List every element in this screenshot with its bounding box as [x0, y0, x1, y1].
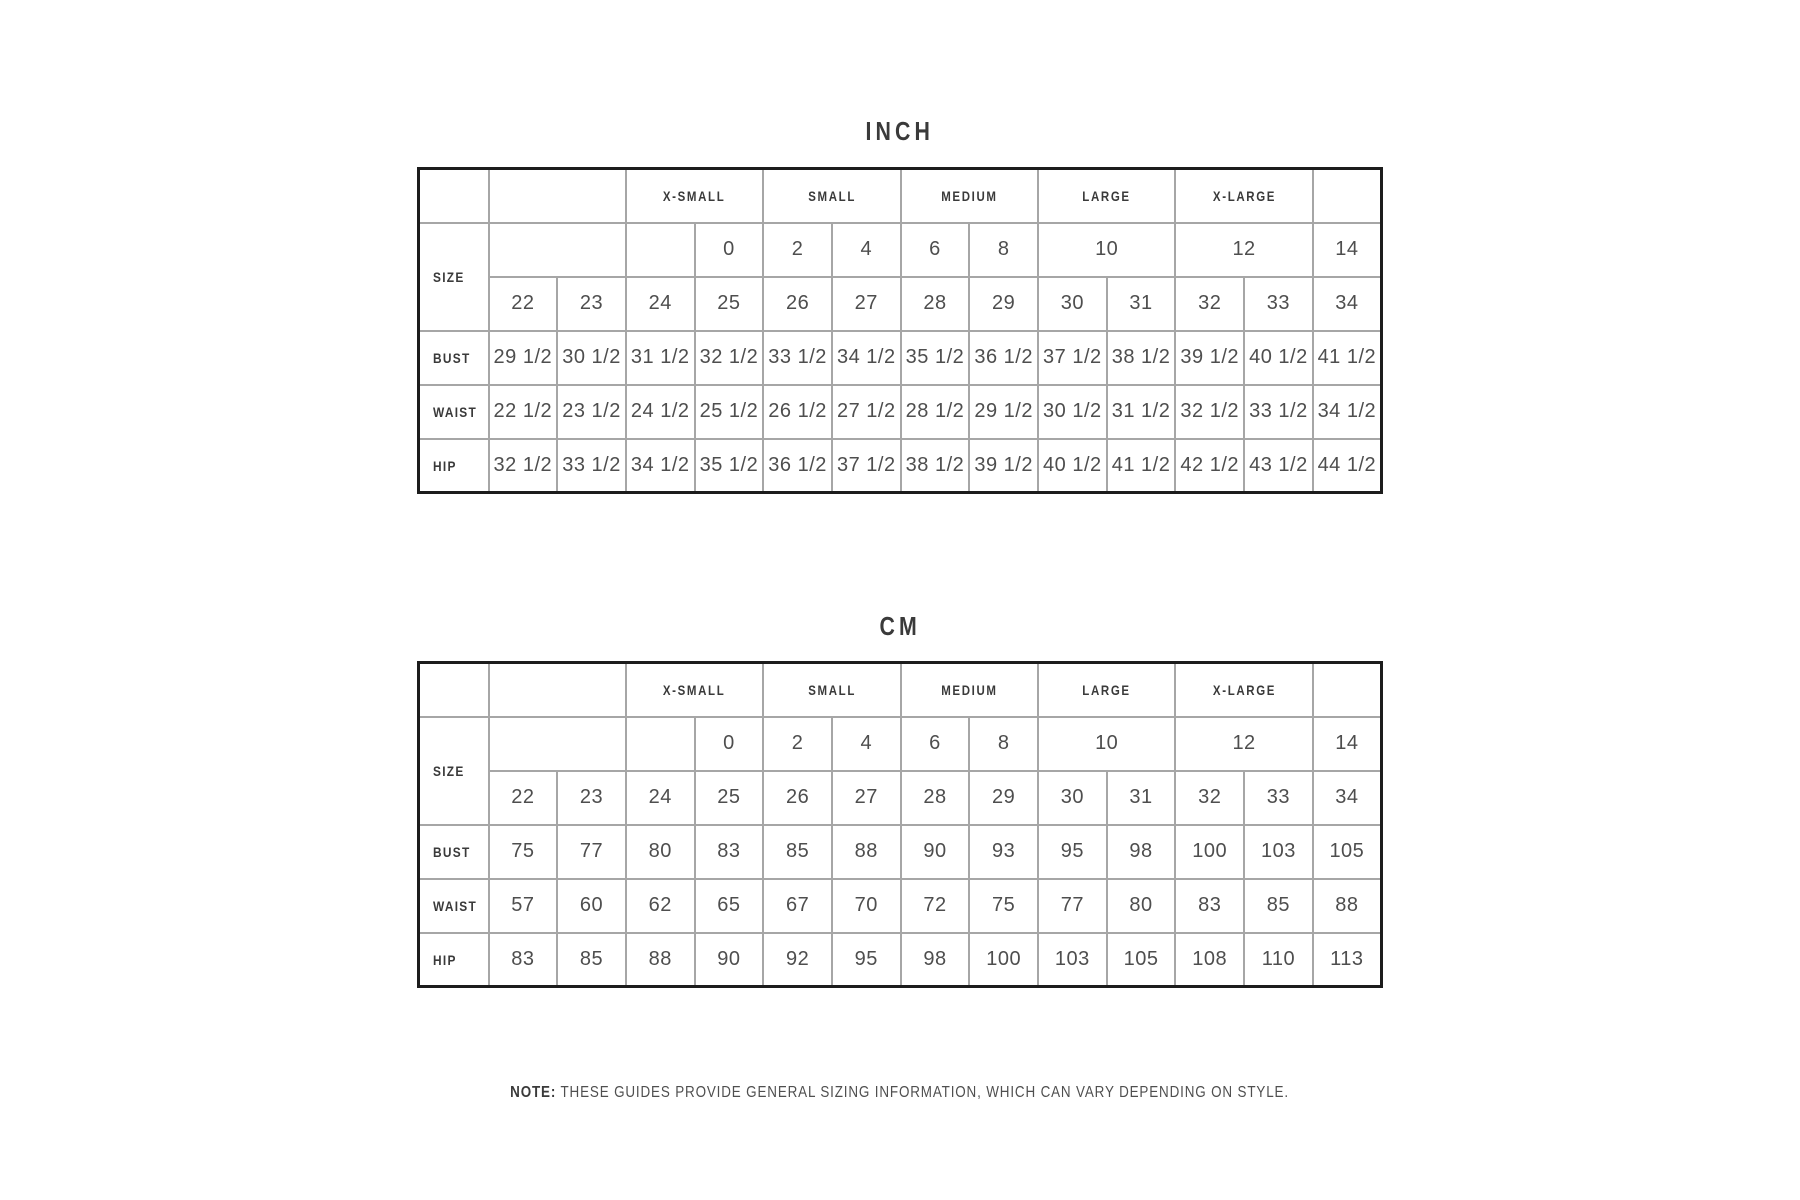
cm-hip-row	[419, 933, 1382, 987]
cm-group-header-text: X-LARGE	[1212, 682, 1276, 699]
cm-measurement-value-cell: 103	[1244, 825, 1313, 879]
cm-measurement-value-cell: 80	[626, 825, 695, 879]
cm-measurement-value-cell: 60	[557, 879, 626, 933]
cm-measurement-value-cell: 70	[832, 879, 901, 933]
cm-measurement-value-cell: 88	[832, 825, 901, 879]
cm-measurement-value-cell: 80	[1107, 879, 1176, 933]
inch-numeric-size-cell: 27	[832, 277, 901, 331]
inch-title-text: INCH	[865, 116, 935, 146]
cm-measurement-value-cell: 88	[1313, 879, 1382, 933]
cm-table-title	[0, 611, 1800, 641]
inch-measurement-value-cell: 37 1/2	[1038, 331, 1107, 385]
inch-numeric-size-cell: 33	[1244, 277, 1313, 331]
inch-measurement-value-cell: 28 1/2	[901, 385, 970, 439]
inch-measurement-value-cell: 35 1/2	[695, 439, 764, 493]
sizing-note	[0, 1082, 1800, 1104]
cm-measurement-row-label-text: WAIST	[433, 898, 478, 914]
cm-measurement-row-label	[419, 825, 489, 879]
cm-us-size-cell: 10	[1038, 717, 1175, 771]
cm-measurement-value-cell: 95	[832, 933, 901, 987]
inch-measurement-value-cell: 33 1/2	[557, 439, 626, 493]
cm-numeric-size-cell: 23	[557, 771, 626, 825]
cm-measurement-value-cell: 67	[763, 879, 832, 933]
inch-measurement-value-cell: 31 1/2	[1107, 385, 1176, 439]
cm-table-container	[417, 661, 1383, 988]
inch-group-header	[1175, 169, 1312, 223]
inch-numeric-size-cell: 22	[489, 277, 558, 331]
inch-us-size-cell: 12	[1175, 223, 1312, 277]
inch-group-header	[1038, 169, 1175, 223]
cm-measurement-value-cell: 98	[1107, 825, 1176, 879]
cm-measurement-value-cell: 105	[1107, 933, 1176, 987]
cm-empty-group-cell	[489, 663, 626, 717]
inch-measurement-row-label	[419, 385, 489, 439]
cm-group-header-text: LARGE	[1082, 682, 1131, 699]
cm-us-size-row	[419, 717, 1382, 771]
inch-measurement-row-label-text: WAIST	[433, 404, 478, 420]
inch-group-header-text: MEDIUM	[941, 188, 998, 205]
cm-measurement-value-cell: 85	[1244, 879, 1313, 933]
inch-measurement-value-cell: 33 1/2	[763, 331, 832, 385]
inch-measurement-value-cell: 29 1/2	[489, 331, 558, 385]
cm-measurement-value-cell: 83	[1175, 879, 1244, 933]
cm-measurement-value-cell: 85	[557, 933, 626, 987]
cm-measurement-value-cell: 92	[763, 933, 832, 987]
inch-measurement-value-cell: 36 1/2	[763, 439, 832, 493]
cm-group-header	[626, 663, 763, 717]
cm-measurement-row-label-text: BUST	[433, 844, 471, 860]
cm-measurement-value-cell: 57	[489, 879, 558, 933]
cm-measurement-value-cell: 95	[1038, 825, 1107, 879]
inch-measurement-value-cell: 44 1/2	[1313, 439, 1382, 493]
inch-measurement-value-cell: 36 1/2	[969, 331, 1038, 385]
inch-numeric-size-cell: 31	[1107, 277, 1176, 331]
cm-measurement-value-cell: 75	[489, 825, 558, 879]
cm-numeric-size-cell: 30	[1038, 771, 1107, 825]
inch-measurement-value-cell: 30 1/2	[557, 331, 626, 385]
cm-measurement-value-cell: 100	[1175, 825, 1244, 879]
note-label: NOTE:	[510, 1084, 557, 1101]
cm-measurement-value-cell: 110	[1244, 933, 1313, 987]
inch-bust-row	[419, 331, 1382, 385]
cm-measurement-value-cell: 88	[626, 933, 695, 987]
inch-measurement-value-cell: 39 1/2	[1175, 331, 1244, 385]
cm-measurement-value-cell: 83	[695, 825, 764, 879]
cm-measurement-value-cell: 108	[1175, 933, 1244, 987]
cm-us-size-cell: 6	[901, 717, 970, 771]
inch-measurement-value-cell: 43 1/2	[1244, 439, 1313, 493]
cm-us-size-cell: 2	[763, 717, 832, 771]
inch-hip-row	[419, 439, 1382, 493]
inch-numeric-size-cell: 30	[1038, 277, 1107, 331]
inch-measurement-row-label-text: HIP	[433, 457, 457, 474]
inch-us-size-cell: 4	[832, 223, 901, 277]
cm-group-header	[1175, 663, 1312, 717]
cm-us-size-cell: 8	[969, 717, 1038, 771]
cm-group-header-text: SMALL	[808, 682, 856, 699]
inch-empty-us-size-cell	[626, 223, 695, 277]
inch-measurement-value-cell: 38 1/2	[901, 439, 970, 493]
inch-measurement-value-cell: 40 1/2	[1244, 331, 1313, 385]
inch-group-header-text: SMALL	[808, 188, 856, 205]
note-text: THESE GUIDES PROVIDE GENERAL SIZING INFORMATION, WHICH CAN VARY DEPENDING ON STYLE.	[560, 1084, 1290, 1101]
inch-numeric-size-cell: 24	[626, 277, 695, 331]
cm-measurement-value-cell: 98	[901, 933, 970, 987]
cm-empty-us-size-cell	[489, 717, 626, 771]
inch-group-header	[626, 169, 763, 223]
inch-measurement-value-cell: 31 1/2	[626, 331, 695, 385]
inch-group-header-text: LARGE	[1082, 188, 1131, 205]
cm-numeric-size-cell: 32	[1175, 771, 1244, 825]
inch-numeric-size-row	[419, 277, 1382, 331]
cm-measurement-value-cell: 75	[969, 879, 1038, 933]
cm-numeric-size-cell: 27	[832, 771, 901, 825]
inch-measurement-value-cell: 34 1/2	[626, 439, 695, 493]
cm-measurement-value-cell: 103	[1038, 933, 1107, 987]
inch-measurement-value-cell: 32 1/2	[695, 331, 764, 385]
cm-title-text: CM	[879, 611, 921, 641]
cm-numeric-size-cell: 29	[969, 771, 1038, 825]
inch-measurement-value-cell: 40 1/2	[1038, 439, 1107, 493]
inch-measurement-row-label	[419, 439, 489, 493]
inch-group-header	[763, 169, 900, 223]
cm-numeric-size-cell: 31	[1107, 771, 1176, 825]
inch-measurement-value-cell: 41 1/2	[1313, 331, 1382, 385]
cm-measurement-value-cell: 105	[1313, 825, 1382, 879]
inch-measurement-value-cell: 34 1/2	[1313, 385, 1382, 439]
inch-waist-row	[419, 385, 1382, 439]
cm-group-header-text: MEDIUM	[941, 682, 998, 699]
inch-numeric-size-cell: 26	[763, 277, 832, 331]
cm-group-header-text: X-SMALL	[663, 682, 726, 699]
inch-corner-cell	[419, 169, 489, 223]
inch-us-size-cell: 6	[901, 223, 970, 277]
cm-size-table	[417, 661, 1383, 988]
cm-numeric-size-cell: 34	[1313, 771, 1382, 825]
cm-measurement-value-cell: 77	[557, 825, 626, 879]
cm-measurement-value-cell: 83	[489, 933, 558, 987]
inch-us-size-cell: 10	[1038, 223, 1175, 277]
inch-measurement-value-cell: 22 1/2	[489, 385, 558, 439]
inch-size-row-label	[419, 223, 489, 331]
inch-group-header	[901, 169, 1038, 223]
cm-us-size-cell: 12	[1175, 717, 1312, 771]
cm-group-header	[763, 663, 900, 717]
inch-empty-us-size-cell	[489, 223, 626, 277]
note-line	[511, 1082, 1290, 1104]
cm-measurement-value-cell: 85	[763, 825, 832, 879]
inch-us-size-cell: 14	[1313, 223, 1382, 277]
inch-measurement-value-cell: 42 1/2	[1175, 439, 1244, 493]
cm-measurement-value-cell: 65	[695, 879, 764, 933]
cm-measurement-value-cell: 72	[901, 879, 970, 933]
cm-empty-us-size-cell	[626, 717, 695, 771]
inch-group-header-text: X-SMALL	[663, 188, 726, 205]
inch-numeric-size-cell: 34	[1313, 277, 1382, 331]
cm-numeric-size-cell: 28	[901, 771, 970, 825]
cm-measurement-row-label	[419, 879, 489, 933]
inch-measurement-value-cell: 32 1/2	[489, 439, 558, 493]
inch-numeric-size-cell: 23	[557, 277, 626, 331]
cm-measurement-value-cell: 77	[1038, 879, 1107, 933]
cm-numeric-size-cell: 25	[695, 771, 764, 825]
inch-group-header-row	[419, 169, 1382, 223]
inch-size-row-label-text: SIZE	[433, 269, 465, 285]
inch-numeric-size-cell: 29	[969, 277, 1038, 331]
inch-empty-group-cell	[1313, 169, 1382, 223]
inch-measurement-row-label-text: BUST	[433, 350, 471, 366]
cm-measurement-value-cell: 113	[1313, 933, 1382, 987]
cm-numeric-size-cell: 24	[626, 771, 695, 825]
inch-numeric-size-cell: 25	[695, 277, 764, 331]
cm-numeric-size-cell: 33	[1244, 771, 1313, 825]
cm-us-size-cell: 14	[1313, 717, 1382, 771]
cm-measurement-value-cell: 93	[969, 825, 1038, 879]
cm-measurement-value-cell: 90	[695, 933, 764, 987]
inch-table-title	[0, 116, 1800, 146]
cm-numeric-size-row	[419, 771, 1382, 825]
inch-us-size-cell: 8	[969, 223, 1038, 277]
inch-us-size-cell: 2	[763, 223, 832, 277]
inch-measurement-value-cell: 38 1/2	[1107, 331, 1176, 385]
inch-size-table	[417, 167, 1383, 494]
inch-measurement-value-cell: 35 1/2	[901, 331, 970, 385]
inch-measurement-value-cell: 34 1/2	[832, 331, 901, 385]
cm-size-row-label-text: SIZE	[433, 763, 465, 779]
inch-measurement-value-cell: 27 1/2	[832, 385, 901, 439]
cm-numeric-size-cell: 26	[763, 771, 832, 825]
inch-us-size-row	[419, 223, 1382, 277]
inch-empty-group-cell	[489, 169, 626, 223]
inch-numeric-size-cell: 28	[901, 277, 970, 331]
cm-corner-cell	[419, 663, 489, 717]
cm-measurement-value-cell: 100	[969, 933, 1038, 987]
inch-table-container	[417, 167, 1383, 494]
inch-measurement-value-cell: 24 1/2	[626, 385, 695, 439]
inch-measurement-value-cell: 25 1/2	[695, 385, 764, 439]
cm-us-size-cell: 4	[832, 717, 901, 771]
inch-measurement-value-cell: 32 1/2	[1175, 385, 1244, 439]
cm-empty-group-cell	[1313, 663, 1382, 717]
cm-measurement-row-label-text: HIP	[433, 951, 457, 968]
inch-group-header-text: X-LARGE	[1212, 188, 1276, 205]
cm-size-row-label	[419, 717, 489, 825]
cm-waist-row	[419, 879, 1382, 933]
cm-measurement-value-cell: 90	[901, 825, 970, 879]
cm-numeric-size-cell: 22	[489, 771, 558, 825]
inch-measurement-row-label	[419, 331, 489, 385]
inch-measurement-value-cell: 33 1/2	[1244, 385, 1313, 439]
cm-bust-row	[419, 825, 1382, 879]
inch-measurement-value-cell: 30 1/2	[1038, 385, 1107, 439]
inch-measurement-value-cell: 41 1/2	[1107, 439, 1176, 493]
cm-us-size-cell: 0	[695, 717, 764, 771]
inch-measurement-value-cell: 37 1/2	[832, 439, 901, 493]
cm-group-header-row	[419, 663, 1382, 717]
inch-us-size-cell: 0	[695, 223, 764, 277]
inch-measurement-value-cell: 39 1/2	[969, 439, 1038, 493]
inch-measurement-value-cell: 29 1/2	[969, 385, 1038, 439]
inch-measurement-value-cell: 23 1/2	[557, 385, 626, 439]
cm-measurement-row-label	[419, 933, 489, 987]
cm-group-header	[901, 663, 1038, 717]
cm-group-header	[1038, 663, 1175, 717]
inch-numeric-size-cell: 32	[1175, 277, 1244, 331]
inch-measurement-value-cell: 26 1/2	[763, 385, 832, 439]
cm-measurement-value-cell: 62	[626, 879, 695, 933]
